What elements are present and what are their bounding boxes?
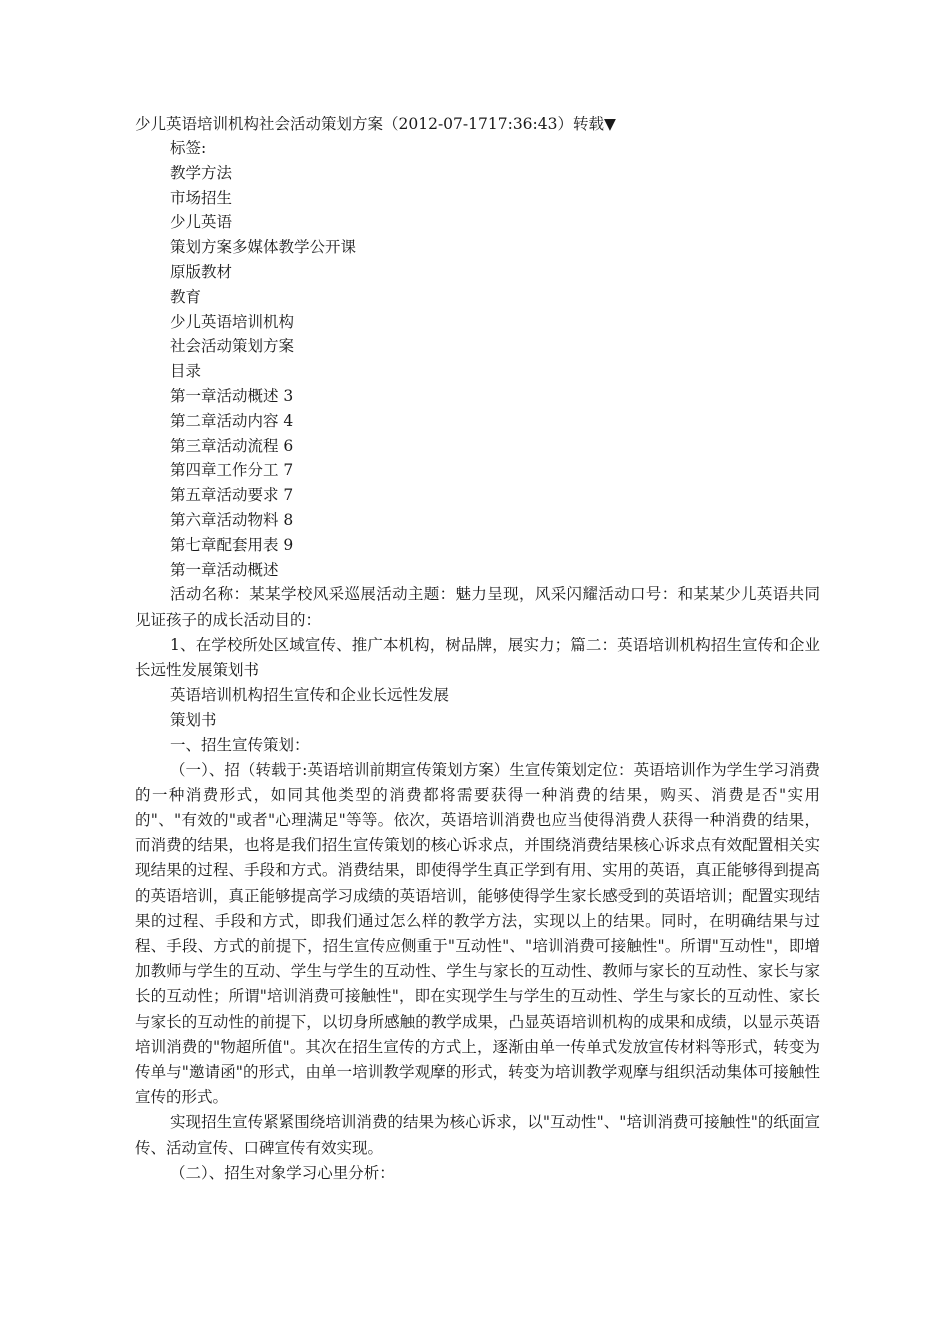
section-title: 英语培训机构招生宣传和企业长远性发展 — [170, 686, 450, 705]
tag-item: 市场招生 — [170, 188, 233, 207]
document-title: 少儿英语培训机构社会活动策划方案（2012-07-1717:36:43）转载▼ — [135, 115, 616, 133]
tag-item: 教育 — [170, 287, 202, 306]
tag-item: 少儿英语培训机构 — [170, 312, 295, 331]
toc-item: 第七章配套用表 9 — [170, 535, 294, 554]
toc-item: 第三章活动流程 6 — [170, 436, 294, 455]
point-paragraph: 1、在学校所处区域宣传、推广本机构，树品牌，展实力；篇二：英语培训机构招生宣传和企业长远性发展策划书 — [135, 635, 820, 679]
subsection-heading: （二）、招生对象学习心里分析： — [170, 1163, 395, 1182]
tags-label: 标签: — [170, 139, 207, 157]
tag-item: 策划方案多媒体教学公开课 — [170, 238, 357, 257]
activity-paragraph: 活动名称：某某学校风采巡展活动主题：魅力呈现，风采闪耀活动口号：和某某少儿英语共同见证孩子的成长活动目的： — [135, 585, 820, 629]
toc-item: 第四章工作分工 7 — [170, 461, 294, 480]
tag-item: 教学方法 — [170, 163, 233, 182]
toc-item: 第六章活动物料 8 — [170, 510, 294, 529]
part-heading: 一、招生宣传策划： — [170, 735, 310, 754]
toc-item: 第二章活动内容 4 — [170, 411, 294, 430]
chapter-heading: 第一章活动概述 — [170, 560, 279, 579]
toc-item: 第一章活动概述 3 — [170, 386, 294, 405]
document-body — [135, 112, 820, 1186]
tag-item: 少儿英语 — [170, 213, 233, 232]
body-paragraph: （一）、招（转载于:英语培训前期宣传策划方案）生宣传策划定位：英语培训作为学生学习消费的一种消费形式，如同其他类型的消费都将需要获得一种消费的结果，购买、消费是否"实用的"、"有效的"或者"心理满足"等等。依次，英语培训消费也应当使得消费人获得一种消费的结果，而消费的结果，也将是我们招生宣传策划的核心诉求点，并围绕消费结果核心诉求点有效配置相关实现结果的过程、手段和方式。消费结果，即使得学生真正学到有用、实用的英语，真正能够得到提高的英语培训，真正能够提高学习成绩的英语培训，能够使得学生家长感受到的英语培训；配置实现结果的过程、手段和方式，即我们通过怎么样的教学方法，实现以上的结果。同时，在明确结果与过程、手段、方式的前提下，招生宣传应侧重于"互动性"、"培训消费可接触性"。所谓"互动性"，即增加教师与学生的互动、学生与学生的互动性、学生与家长的互动性、教师与家长的互动性、家长与家长的互动性；所谓"培训消费可接触性"，即在实现学生与学生的互动性、学生与家长的互动性、家长与家长的互动性的前提下，以切身所感触的教学成果，凸显英语培训机构的成果和成绩，以显示英语培训消费的"物超所值"。其次在招生宣传的方式上，逐渐由单一传单式发放宣传材料等形式，转变为传单与"邀请函"的形式，由单一培训教学观摩的形式，转变为培训教学观摩与组织活动集体可接触性宣传的形式。 — [135, 760, 820, 1107]
toc-label: 目录 — [170, 362, 202, 381]
tag-item: 原版教材 — [170, 262, 233, 281]
toc-item: 第五章活动要求 7 — [170, 486, 294, 505]
section-subtitle: 策划书 — [170, 710, 217, 729]
summary-paragraph: 实现招生宣传紧紧围绕培训消费的结果为核心诉求，以"互动性"、"培训消费可接触性"的纸面宣传、活动宣传、口碑宣传有效实现。 — [135, 1113, 820, 1157]
tag-item: 社会活动策划方案 — [170, 337, 295, 356]
